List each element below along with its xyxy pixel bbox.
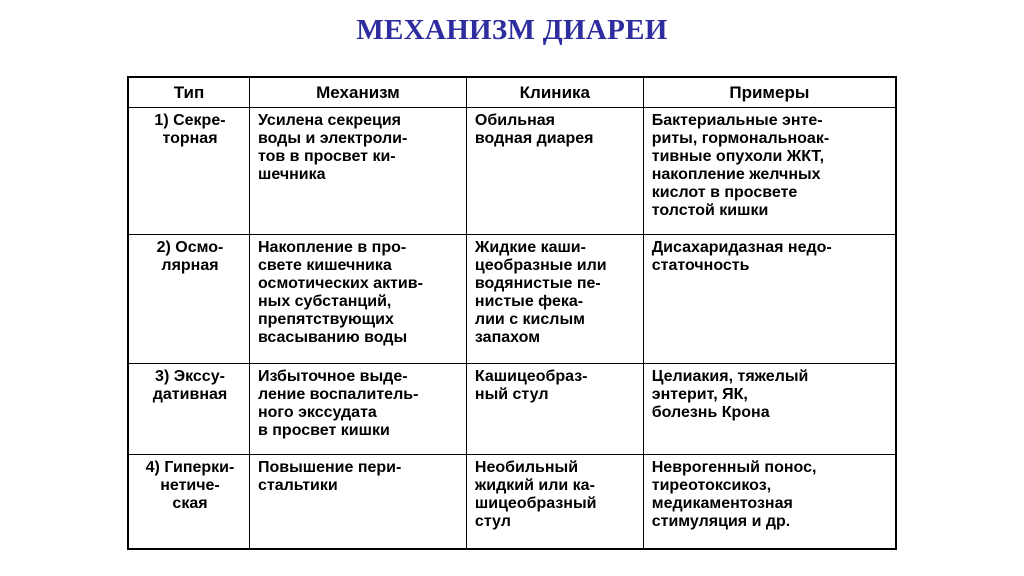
- cell-line: осмотических актив-: [257, 275, 423, 292]
- cell-line: Усилена секреция: [257, 112, 402, 129]
- examples-cell: [643, 455, 896, 550]
- mechanism-cell: [249, 364, 466, 455]
- page-title: МЕХАНИЗМ ДИАРЕИ: [356, 14, 668, 46]
- type-cell: [128, 108, 249, 235]
- cell-line: тивные опухоли ЖКТ,: [651, 148, 825, 165]
- cell-line: Кашицеобраз-: [474, 368, 588, 385]
- cell-line: шицеобразный: [474, 495, 597, 512]
- cell-line: Жидкие каши-: [474, 239, 586, 256]
- examples-cell: [643, 108, 896, 235]
- cell-line: тов в просвет ки-: [257, 148, 396, 165]
- cell-line: 1) Секре-: [154, 112, 226, 129]
- cell-line: препятствующих: [257, 311, 394, 328]
- table-header-row: [128, 77, 896, 108]
- cell-line: медикаментозная: [651, 495, 793, 512]
- mechanism-cell: [249, 455, 466, 550]
- cell-line: нистые фека-: [474, 293, 584, 310]
- header-clinic: Клиника: [466, 77, 643, 108]
- cell-line: Повышение пери-: [257, 459, 402, 476]
- cell-line: запахом: [474, 329, 541, 346]
- header-examples: Примеры: [643, 77, 896, 108]
- cell-line: Обильная: [474, 112, 555, 129]
- cell-line: водянистые пе-: [474, 275, 601, 292]
- cell-line: накопление желчных: [651, 166, 821, 183]
- cell-line: стимуляция и др.: [651, 513, 791, 530]
- cell-line: в просвет кишки: [257, 422, 390, 439]
- cell-line: кислот в просвете: [651, 184, 798, 201]
- cell-line: 3) Экссу-: [155, 368, 225, 385]
- cell-line: тиреотоксикоз,: [651, 477, 772, 494]
- cell-line: 4) Гиперки-: [145, 459, 235, 476]
- cell-line: толстой кишки: [651, 202, 769, 219]
- examples-cell: [643, 364, 896, 455]
- cell-line: риты, гормональноак-: [651, 130, 830, 147]
- header-mechanism: Механизм: [249, 77, 466, 108]
- cell-line: ных субстанций,: [257, 293, 392, 310]
- table-row: [128, 364, 896, 455]
- cell-line: ская: [172, 495, 208, 512]
- table-row: [128, 235, 896, 364]
- cell-line: стул: [474, 513, 511, 530]
- cell-line: шечника: [257, 166, 326, 183]
- clinic-cell: [466, 108, 643, 235]
- cell-line: Целиакия, тяжелый: [651, 368, 809, 385]
- cell-line: жидкий или ка-: [474, 477, 595, 494]
- cell-line: Необильный: [474, 459, 579, 476]
- cell-line: Неврогенный понос,: [651, 459, 817, 476]
- clinic-cell: [466, 235, 643, 364]
- examples-cell: [643, 235, 896, 364]
- cell-line: лярная: [161, 257, 219, 274]
- cell-line: 2) Осмо-: [156, 239, 224, 256]
- cell-line: Дисахаридазная недо-: [651, 239, 832, 256]
- cell-line: ный стул: [474, 386, 549, 403]
- mechanism-cell: [249, 108, 466, 235]
- cell-line: дативная: [152, 386, 228, 403]
- cell-line: ного экссудата: [257, 404, 377, 421]
- cell-line: ление воспалитель-: [257, 386, 419, 403]
- cell-line: Бактериальные энте-: [651, 112, 823, 129]
- type-cell: [128, 235, 249, 364]
- cell-line: цеобразные или: [474, 257, 607, 274]
- cell-line: торная: [162, 130, 218, 147]
- cell-line: нетиче-: [160, 477, 220, 494]
- cell-line: Накопление в про-: [257, 239, 407, 256]
- table-row: [128, 455, 896, 550]
- cell-line: водная диарея: [474, 130, 594, 147]
- cell-line: свете кишечника: [257, 257, 392, 274]
- cell-line: статочность: [651, 257, 750, 274]
- cell-line: всасыванию воды: [257, 329, 408, 346]
- cell-line: болезнь Крона: [651, 404, 770, 421]
- header-type: Тип: [128, 77, 249, 108]
- type-cell: [128, 455, 249, 550]
- type-cell: [128, 364, 249, 455]
- table-row: [128, 108, 896, 235]
- clinic-cell: [466, 455, 643, 550]
- cell-line: лии с кислым: [474, 311, 585, 328]
- cell-line: Избыточное выде-: [257, 368, 408, 385]
- clinic-cell: [466, 364, 643, 455]
- mechanism-cell: [249, 235, 466, 364]
- diarrhea-mechanism-table: [127, 76, 897, 550]
- cell-line: стальтики: [257, 477, 338, 494]
- cell-line: воды и электроли-: [257, 130, 408, 147]
- cell-line: энтерит, ЯК,: [651, 386, 748, 403]
